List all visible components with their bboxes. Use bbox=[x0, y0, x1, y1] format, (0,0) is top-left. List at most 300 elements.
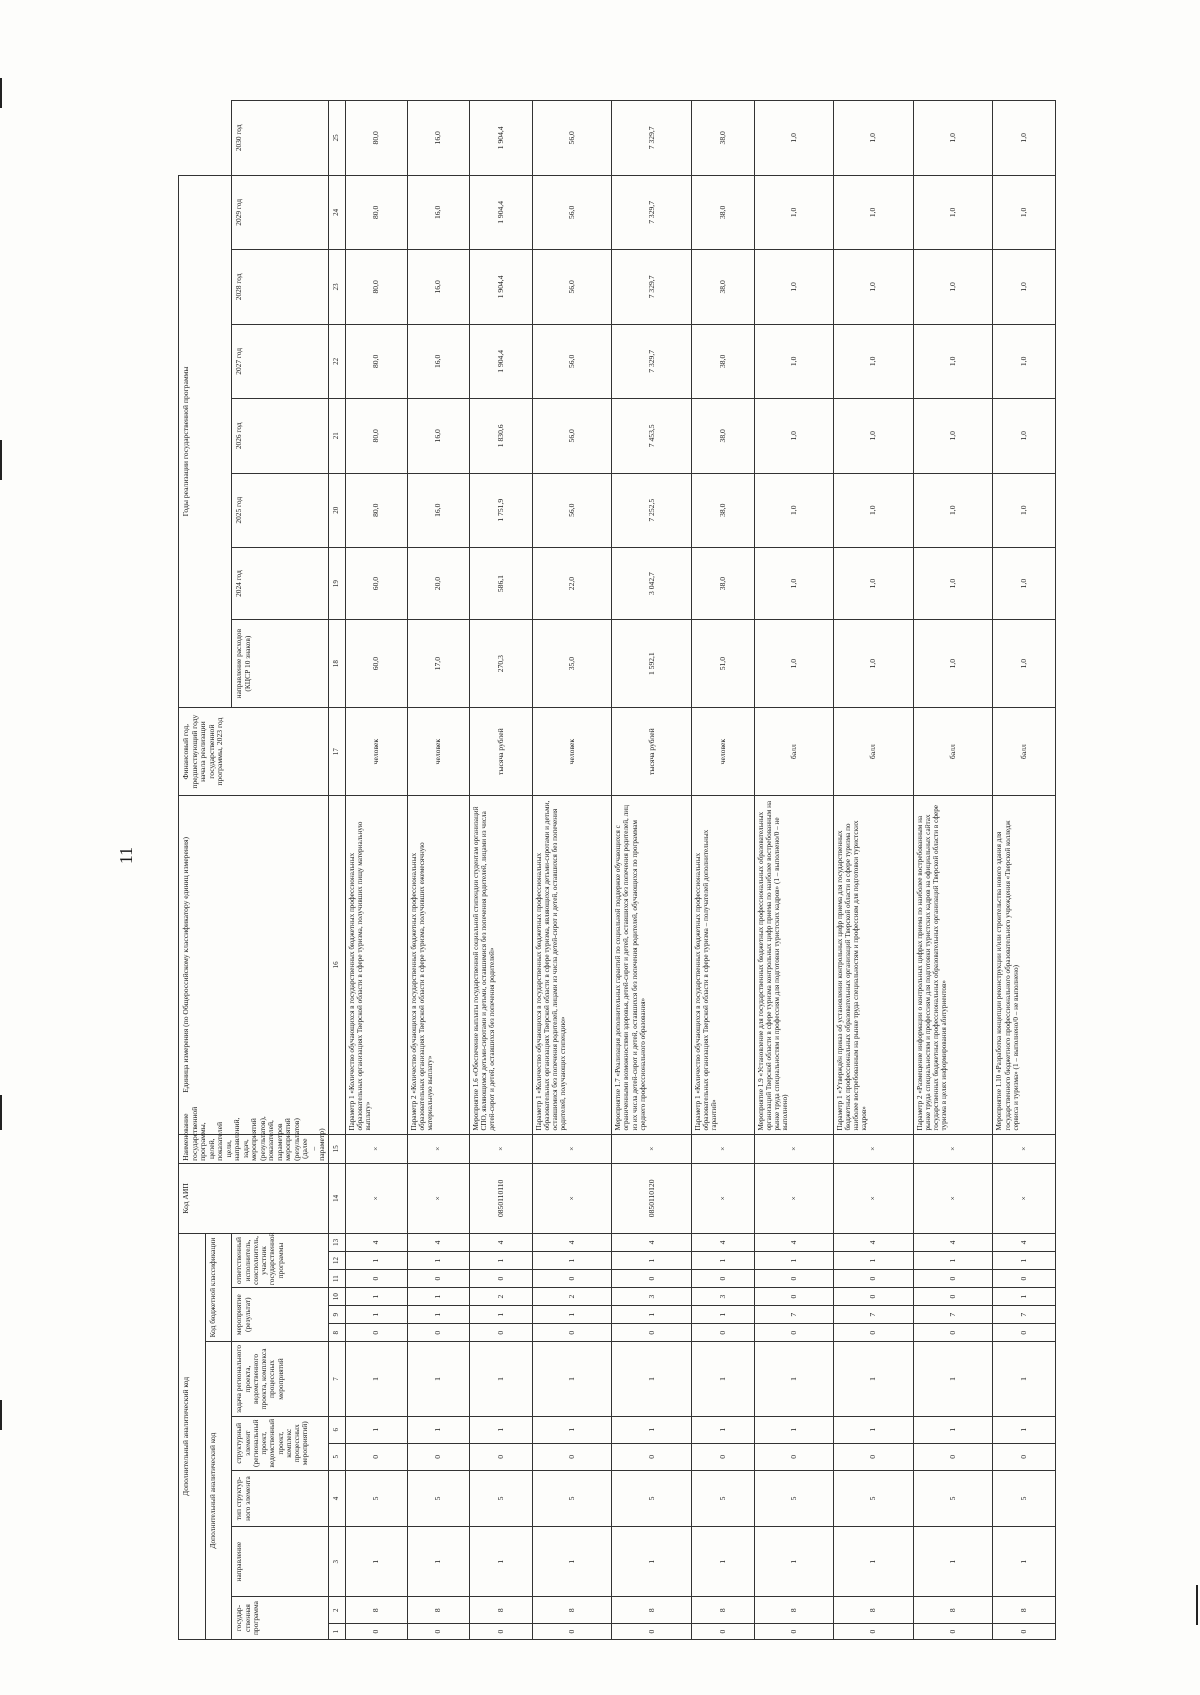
code-cell: 7 bbox=[913, 1306, 993, 1324]
aip-code-header: Код АИП bbox=[179, 1163, 329, 1233]
code-cell: 0 bbox=[834, 1270, 914, 1288]
year-value-cell: 1,0 bbox=[913, 250, 993, 324]
column-number: 20 bbox=[328, 473, 345, 547]
year-value-cell: 16,0 bbox=[407, 399, 469, 473]
year-value-cell: 1,0 bbox=[834, 473, 914, 547]
code-cell: 7 bbox=[834, 1306, 914, 1324]
budget-code-header: Код бюджетной классификации bbox=[205, 1233, 232, 1341]
code-cell: 4 bbox=[834, 1233, 914, 1251]
column-number: 15 bbox=[328, 1134, 345, 1163]
unit-header: Единица измерения (по Общероссийскому классификатору единиц измерения) bbox=[179, 796, 329, 1134]
code-cell: × bbox=[692, 1134, 754, 1163]
description-cell: Параметр 1 «Количество обучающихся в государственных бюджетных профессиональных образовательных организациях Тверской области в сфере туризма – получателей дополнительных гарантий» bbox=[692, 796, 754, 1134]
year-2027-header: 2027 год bbox=[232, 324, 328, 398]
napravlenie-raskhodov-header: направление расходов (КЦСР 10 знаков) bbox=[232, 620, 328, 708]
column-number: 21 bbox=[328, 399, 345, 473]
program-table bbox=[178, 100, 1056, 1640]
code-cell: 1 bbox=[532, 1416, 612, 1443]
year-value-cell: 80,0 bbox=[345, 175, 407, 250]
table-row bbox=[470, 101, 532, 1640]
year-value-cell: 586,1 bbox=[470, 547, 532, 619]
base-year-cell: 60,0 bbox=[345, 620, 407, 708]
code-cell: 0 bbox=[993, 1324, 1056, 1342]
code-cell: 1 bbox=[834, 1416, 914, 1443]
code-cell: 1 bbox=[470, 1416, 532, 1443]
description-cell: Параметр 1 «Количество обучающихся в государственных бюджетных профессиональных образовательных организациях Тверской области в сфере туризма, являющихся детьми-сиротами и детьми, оставшимися без попечения родителей, лицами из числа детей-сирот и детей, оставшихся без попечения родителей, получающих стипендию» bbox=[532, 796, 612, 1134]
year-value-cell: 80,0 bbox=[345, 101, 407, 176]
code-cell: 0 bbox=[913, 1443, 993, 1470]
code-cell: 4 bbox=[754, 1233, 834, 1251]
meropriyatie-header: мероприятие (результат) bbox=[232, 1288, 328, 1342]
code-cell: 0850110120 bbox=[612, 1163, 692, 1233]
code-cell: 2 bbox=[532, 1288, 612, 1306]
code-cell: 5 bbox=[407, 1470, 469, 1526]
code-cell: 1 bbox=[993, 1342, 1056, 1416]
column-number: 14 bbox=[328, 1163, 345, 1233]
unit-cell: человек bbox=[532, 708, 612, 796]
code-cell: × bbox=[834, 1134, 914, 1163]
code-cell: 1 bbox=[612, 1416, 692, 1443]
year-value-cell: 1,0 bbox=[913, 473, 993, 547]
year-value-cell: 7 252,5 bbox=[612, 473, 692, 547]
description-cell: Мероприятие 1.9 «Установление для государственных бюджетных профессиональных образовательных организаций Тверской области в сфере туризма контрольных цифр приема по наиболее востребованным на рынке труда специальностям и профессиям для подготовки туристских кадров» (1 – выполнено/0 – не выполнено) bbox=[754, 796, 834, 1134]
code-cell: 1 bbox=[612, 1306, 692, 1324]
strukturnyy-element-header: структурный элемент (региональный проект, ведомственный проект, комплекс процессных мероприятий) bbox=[232, 1416, 328, 1470]
base-year-header: Финансовый год, предшествующий году начала реализации государственной программы, 2023 год bbox=[179, 708, 329, 796]
year-value-cell: 1,0 bbox=[754, 473, 834, 547]
year-value-cell: 1,0 bbox=[913, 175, 993, 250]
base-year-cell: 1,0 bbox=[754, 620, 834, 708]
code-cell: 0 bbox=[532, 1443, 612, 1470]
column-number: 3 bbox=[328, 1527, 345, 1597]
code-cell: × bbox=[612, 1134, 692, 1163]
table-row bbox=[612, 101, 692, 1640]
code-cell: 0 bbox=[993, 1443, 1056, 1470]
year-value-cell: 56,0 bbox=[532, 175, 612, 250]
year-value-cell: 1,0 bbox=[754, 399, 834, 473]
year-value-cell: 1,0 bbox=[754, 101, 834, 176]
years-group-header: Годы реализации государственной программы bbox=[179, 175, 232, 708]
code-cell: 4 bbox=[532, 1233, 612, 1251]
unit-cell: человек bbox=[407, 708, 469, 796]
code-cell: 8 bbox=[913, 1597, 993, 1624]
code-cell: 0 bbox=[692, 1443, 754, 1470]
code-cell: × bbox=[993, 1163, 1056, 1233]
column-number: 5 bbox=[328, 1443, 345, 1470]
code-cell: 5 bbox=[834, 1470, 914, 1526]
year-value-cell: 38,0 bbox=[692, 399, 754, 473]
code-cell: 0 bbox=[913, 1270, 993, 1288]
unit-cell: человек bbox=[345, 708, 407, 796]
code-cell: 8 bbox=[754, 1597, 834, 1624]
year-value-cell: 1,0 bbox=[993, 101, 1056, 176]
year-value-cell: 1 904,4 bbox=[470, 250, 532, 324]
column-number: 1 bbox=[328, 1624, 345, 1640]
year-2025-header: 2025 год bbox=[232, 473, 328, 547]
code-cell: 1 bbox=[345, 1342, 407, 1416]
column-number: 17 bbox=[328, 708, 345, 796]
year-value-cell: 56,0 bbox=[532, 399, 612, 473]
code-cell: 1 bbox=[407, 1416, 469, 1443]
year-value-cell: 38,0 bbox=[692, 175, 754, 250]
table-row bbox=[692, 101, 754, 1640]
description-cell: Мероприятие 1.7 «Реализация дополнительных гарантий по социальной поддержке обучающихся с ограниченными возможностями здоровья, детей-сирот и детей, оставшихся без попечения родителей, лиц из их числа детей-сирот и детей, оставшихся без попечения родителей, обучающихся по программам среднего профессионального образования» bbox=[612, 796, 692, 1134]
code-cell: 1 bbox=[345, 1288, 407, 1306]
column-number: 22 bbox=[328, 324, 345, 398]
code-cell: 1 bbox=[612, 1252, 692, 1270]
year-value-cell: 38,0 bbox=[692, 547, 754, 619]
code-cell: 0 bbox=[470, 1324, 532, 1342]
code-cell: 7 bbox=[993, 1306, 1056, 1324]
code-cell: 1 bbox=[834, 1252, 914, 1270]
code-cell: × bbox=[407, 1134, 469, 1163]
year-2029-header: 2029 год bbox=[232, 175, 328, 250]
code-cell: 1 bbox=[407, 1527, 469, 1597]
year-value-cell: 56,0 bbox=[532, 250, 612, 324]
year-2028-header: 2028 год bbox=[232, 250, 328, 324]
year-value-cell: 56,0 bbox=[532, 101, 612, 176]
code-cell: 0 bbox=[470, 1624, 532, 1640]
year-value-cell: 1,0 bbox=[993, 175, 1056, 250]
code-cell: 0 bbox=[407, 1443, 469, 1470]
code-cell: × bbox=[692, 1163, 754, 1233]
year-value-cell: 1,0 bbox=[834, 250, 914, 324]
year-value-cell: 1,0 bbox=[993, 250, 1056, 324]
code-cell: 1 bbox=[470, 1342, 532, 1416]
year-value-cell: 20,0 bbox=[407, 547, 469, 619]
code-cell: 8 bbox=[993, 1597, 1056, 1624]
year-value-cell: 1,0 bbox=[834, 175, 914, 250]
code-cell: 1 bbox=[913, 1252, 993, 1270]
unit-cell: тысяча рублей bbox=[470, 708, 532, 796]
rotated-table-frame bbox=[178, 100, 1030, 1640]
code-cell: 0 bbox=[612, 1443, 692, 1470]
code-cell: 1 bbox=[692, 1306, 754, 1324]
code-cell: × bbox=[345, 1163, 407, 1233]
code-cell: 1 bbox=[754, 1252, 834, 1270]
code-cell: 1 bbox=[754, 1527, 834, 1597]
unit-cell: человек bbox=[692, 708, 754, 796]
year-value-cell: 16,0 bbox=[407, 175, 469, 250]
year-value-cell: 56,0 bbox=[532, 324, 612, 398]
code-cell: 7 bbox=[754, 1306, 834, 1324]
code-cell: 0 bbox=[834, 1324, 914, 1342]
code-cell: 0 bbox=[470, 1443, 532, 1470]
code-cell: × bbox=[407, 1163, 469, 1233]
unit-cell: балл bbox=[913, 708, 993, 796]
year-2030-header: 2030 год bbox=[232, 101, 328, 176]
code-cell: 1 bbox=[913, 1527, 993, 1597]
code-cell: 1 bbox=[532, 1527, 612, 1597]
code-cell: 0 bbox=[407, 1270, 469, 1288]
base-year-cell: 1,0 bbox=[834, 620, 914, 708]
code-cell: 1 bbox=[407, 1342, 469, 1416]
year-value-cell: 16,0 bbox=[407, 250, 469, 324]
column-number: 19 bbox=[328, 547, 345, 619]
unit-cell: балл bbox=[754, 708, 834, 796]
code-cell: 1 bbox=[754, 1342, 834, 1416]
code-cell: 1 bbox=[407, 1252, 469, 1270]
code-cell: 1 bbox=[532, 1252, 612, 1270]
code-cell: 1 bbox=[532, 1342, 612, 1416]
table-row bbox=[993, 101, 1056, 1640]
code-cell: 1 bbox=[754, 1416, 834, 1443]
column-number: 8 bbox=[328, 1324, 345, 1342]
code-cell: 5 bbox=[993, 1470, 1056, 1526]
column-number-row bbox=[328, 101, 345, 1640]
page-number: 11 bbox=[116, 846, 137, 865]
code-cell: 8 bbox=[612, 1597, 692, 1624]
description-cell: Параметр 1 «Количество обучающихся в государственных бюджетных профессиональных образовательных организациях Тверской области в сфере туризма, получивших пищу материальную выплату» bbox=[345, 796, 407, 1134]
column-number: 23 bbox=[328, 250, 345, 324]
zadacha-header: задача регионального проекта, ведомственного проекта, комплекса процессных мероприятий bbox=[232, 1342, 328, 1416]
year-value-cell: 1 751,9 bbox=[470, 473, 532, 547]
column-number: 12 bbox=[328, 1252, 345, 1270]
code-cell: 1 bbox=[345, 1306, 407, 1324]
year-value-cell: 1,0 bbox=[754, 250, 834, 324]
code-cell: 4 bbox=[692, 1233, 754, 1251]
code-cell: 1 bbox=[993, 1527, 1056, 1597]
base-year-cell: 1,0 bbox=[913, 620, 993, 708]
code-cell: 0 bbox=[913, 1624, 993, 1640]
year-value-cell: 1,0 bbox=[993, 324, 1056, 398]
code-cell: 1 bbox=[993, 1416, 1056, 1443]
code-cell: 0 bbox=[532, 1270, 612, 1288]
year-value-cell: 60,0 bbox=[345, 547, 407, 619]
year-value-cell: 56,0 bbox=[532, 473, 612, 547]
code-cell: 1 bbox=[345, 1252, 407, 1270]
code-cell: 0 bbox=[532, 1324, 612, 1342]
base-year-cell: 51,0 bbox=[692, 620, 754, 708]
year-value-cell: 1,0 bbox=[754, 547, 834, 619]
year-value-cell: 38,0 bbox=[692, 324, 754, 398]
code-cell: 5 bbox=[692, 1470, 754, 1526]
year-value-cell: 38,0 bbox=[692, 101, 754, 176]
column-number: 24 bbox=[328, 175, 345, 250]
year-value-cell: 1,0 bbox=[913, 399, 993, 473]
code-cell: 0 bbox=[754, 1324, 834, 1342]
code-cell: × bbox=[470, 1134, 532, 1163]
code-cell: 4 bbox=[407, 1233, 469, 1251]
code-cell: 0 bbox=[612, 1624, 692, 1640]
year-value-cell: 1,0 bbox=[834, 547, 914, 619]
column-number: 9 bbox=[328, 1306, 345, 1324]
code-cell: 0 bbox=[834, 1624, 914, 1640]
column-number: 25 bbox=[328, 101, 345, 176]
code-cell: 1 bbox=[470, 1527, 532, 1597]
code-cell: 1 bbox=[692, 1527, 754, 1597]
code-cell: × bbox=[754, 1134, 834, 1163]
code-cell: 8 bbox=[834, 1597, 914, 1624]
description-cell: Параметр 2 «Количество обучающихся в государственных бюджетных профессиональных образовательных организациях Тверской области в сфере туризма, получивших ежемесячную материальную выплату» bbox=[407, 796, 469, 1134]
code-cell: 0 bbox=[345, 1324, 407, 1342]
year-value-cell: 7 329,7 bbox=[612, 101, 692, 176]
code-cell: 0 bbox=[692, 1324, 754, 1342]
code-cell: × bbox=[754, 1163, 834, 1233]
year-value-cell: 1 904,4 bbox=[470, 101, 532, 176]
code-cell: 0 bbox=[532, 1624, 612, 1640]
code-cell: 0 bbox=[470, 1270, 532, 1288]
code-cell: × bbox=[913, 1163, 993, 1233]
year-value-cell: 1,0 bbox=[993, 399, 1056, 473]
table-body bbox=[345, 101, 1055, 1640]
code-cell: 4 bbox=[345, 1233, 407, 1251]
otvetstvennyy-header: ответственный исполнитель, соисполнитель, участник государственной программы bbox=[232, 1233, 328, 1287]
code-cell: 0 bbox=[993, 1270, 1056, 1288]
code-cell: 1 bbox=[612, 1527, 692, 1597]
code-cell: 1 bbox=[532, 1306, 612, 1324]
tip-elementa-header: тип структур-ного элемента bbox=[232, 1470, 328, 1526]
table-row bbox=[532, 101, 612, 1640]
year-value-cell: 80,0 bbox=[345, 473, 407, 547]
code-cell: × bbox=[345, 1134, 407, 1163]
code-cell: 8 bbox=[692, 1597, 754, 1624]
code-cell: 0 bbox=[993, 1624, 1056, 1640]
analytic-subheader: Дополнительный аналитический код bbox=[205, 1342, 232, 1640]
code-cell: 5 bbox=[470, 1470, 532, 1526]
code-cell: 1 bbox=[692, 1252, 754, 1270]
code-cell: × bbox=[532, 1163, 612, 1233]
table-row bbox=[913, 101, 993, 1640]
table-row bbox=[345, 101, 407, 1640]
code-cell: 1 bbox=[913, 1416, 993, 1443]
code-cell: 1 bbox=[913, 1342, 993, 1416]
base-year-cell: 270,3 bbox=[470, 620, 532, 708]
base-year-cell: 1 592,1 bbox=[612, 620, 692, 708]
column-number: 10 bbox=[328, 1288, 345, 1306]
column-number: 4 bbox=[328, 1470, 345, 1526]
code-cell: 1 bbox=[470, 1306, 532, 1324]
name-header: Наименование государственной программы, целей, показателей цели, направлений, задач, мероприятий (результатов), показателей, параметров мероприятий (результатов) (далее – параметр) bbox=[179, 1134, 329, 1163]
code-cell: 8 bbox=[470, 1597, 532, 1624]
code-cell: 0 bbox=[407, 1324, 469, 1342]
year-value-cell: 1,0 bbox=[834, 399, 914, 473]
year-value-cell: 7 329,7 bbox=[612, 175, 692, 250]
year-value-cell: 1 830,6 bbox=[470, 399, 532, 473]
additional-code-header: Дополнительный аналитический код bbox=[179, 1233, 206, 1639]
year-value-cell: 1,0 bbox=[913, 101, 993, 176]
year-value-cell: 1 904,4 bbox=[470, 324, 532, 398]
year-value-cell: 80,0 bbox=[345, 324, 407, 398]
code-cell: 1 bbox=[345, 1416, 407, 1443]
code-cell: 5 bbox=[913, 1470, 993, 1526]
code-cell: 8 bbox=[532, 1597, 612, 1624]
year-value-cell: 1,0 bbox=[993, 547, 1056, 619]
year-value-cell: 1,0 bbox=[913, 547, 993, 619]
code-cell: 0 bbox=[345, 1443, 407, 1470]
table-row bbox=[834, 101, 914, 1640]
code-cell: 8 bbox=[345, 1597, 407, 1624]
code-cell: 0 bbox=[345, 1624, 407, 1640]
code-cell: 2 bbox=[470, 1288, 532, 1306]
code-cell: 5 bbox=[754, 1470, 834, 1526]
year-value-cell: 1,0 bbox=[754, 175, 834, 250]
base-year-cell: 35,0 bbox=[532, 620, 612, 708]
code-cell: 0 bbox=[407, 1624, 469, 1640]
code-cell: 4 bbox=[993, 1233, 1056, 1251]
code-cell: 3 bbox=[612, 1288, 692, 1306]
gos-programma-header: государ-ственная программа bbox=[232, 1597, 328, 1640]
code-cell: 1 bbox=[470, 1252, 532, 1270]
code-cell: 4 bbox=[470, 1233, 532, 1251]
column-number: 13 bbox=[328, 1233, 345, 1251]
code-cell: 1 bbox=[345, 1527, 407, 1597]
code-cell: 1 bbox=[692, 1416, 754, 1443]
year-value-cell: 38,0 bbox=[692, 473, 754, 547]
year-value-cell: 1,0 bbox=[913, 324, 993, 398]
description-cell: Параметр 2 «Размещение информации о контрольных цифрах приема по наиболее востребованным на рынке труда специальностям и профессиям для подготовки туристских кадров на официальных сайтах государственных бюджетных профессиональных образовательных организаций Тверской области в сфере туризма в целях информирования абитуриентов» bbox=[913, 796, 993, 1134]
year-value-cell: 3 042,7 bbox=[612, 547, 692, 619]
column-number: 18 bbox=[328, 620, 345, 708]
year-value-cell: 80,0 bbox=[345, 250, 407, 324]
description-cell: Мероприятие 1.10 «Разработка концепции реконструкции и/или строительства нового здания для государственного бюджетного профессионального образовательного учреждения «Тверской колледж сервиса и туризма» (1 – выполнено/0 – не выполнено) bbox=[993, 796, 1056, 1134]
code-cell: 1 bbox=[834, 1342, 914, 1416]
column-number: 11 bbox=[328, 1270, 345, 1288]
code-cell: 1 bbox=[407, 1306, 469, 1324]
table-row bbox=[754, 101, 834, 1640]
code-cell: 0 bbox=[913, 1288, 993, 1306]
code-cell: × bbox=[532, 1134, 612, 1163]
code-cell: 0 bbox=[612, 1270, 692, 1288]
code-cell: 0 bbox=[834, 1443, 914, 1470]
year-value-cell: 22,0 bbox=[532, 547, 612, 619]
unit-cell: балл bbox=[993, 708, 1056, 796]
year-value-cell: 1,0 bbox=[754, 324, 834, 398]
year-value-cell: 38,0 bbox=[692, 250, 754, 324]
code-cell: 5 bbox=[612, 1470, 692, 1526]
year-2026-header: 2026 год bbox=[232, 399, 328, 473]
code-cell: 0 bbox=[345, 1270, 407, 1288]
year-value-cell: 1 904,4 bbox=[470, 175, 532, 250]
code-cell: 3 bbox=[692, 1288, 754, 1306]
year-value-cell: 16,0 bbox=[407, 473, 469, 547]
code-cell: 0 bbox=[754, 1624, 834, 1640]
unit-cell: тысяча рублей bbox=[612, 708, 692, 796]
description-cell: Параметр 1 «Утверждён приказ об установлении контрольных цифр приема для государственных бюджетных профессиональных образовательных организаций Тверской области в сфере туризма по наиболее востребованным на рынке труда специальностям и профессиям для подготовки туристских кадров» bbox=[834, 796, 914, 1134]
base-year-cell: 17,0 bbox=[407, 620, 469, 708]
code-cell: 0 bbox=[913, 1324, 993, 1342]
unit-cell: балл bbox=[834, 708, 914, 796]
year-value-cell: 7 329,7 bbox=[612, 250, 692, 324]
code-cell: 4 bbox=[612, 1233, 692, 1251]
code-cell: 1 bbox=[692, 1342, 754, 1416]
code-cell: × bbox=[993, 1134, 1056, 1163]
code-cell: 0 bbox=[754, 1270, 834, 1288]
table-row bbox=[407, 101, 469, 1640]
code-cell: 1 bbox=[993, 1252, 1056, 1270]
code-cell: 1 bbox=[407, 1288, 469, 1306]
year-value-cell: 7 453,5 bbox=[612, 399, 692, 473]
column-number: 16 bbox=[328, 796, 345, 1134]
code-cell: 5 bbox=[532, 1470, 612, 1526]
year-value-cell: 16,0 bbox=[407, 101, 469, 176]
code-cell: × bbox=[913, 1134, 993, 1163]
year-value-cell: 1,0 bbox=[834, 324, 914, 398]
code-cell: 0850110110 bbox=[470, 1163, 532, 1233]
year-value-cell: 80,0 bbox=[345, 399, 407, 473]
code-cell: 1 bbox=[834, 1527, 914, 1597]
code-cell: 8 bbox=[407, 1597, 469, 1624]
column-number: 2 bbox=[328, 1597, 345, 1624]
year-2024-header: 2024 год bbox=[232, 547, 328, 619]
code-cell: 5 bbox=[345, 1470, 407, 1526]
code-cell: 0 bbox=[754, 1288, 834, 1306]
description-cell: Мероприятие 1.6 «Обеспечение выплаты государственной социальной стипендии студентам организаций СПО, являющимся детьми-сиротами и детьми, оставшимися без попечения родителей, лицами из числа детей-сирот и детей, оставшихся без попечения родителей» bbox=[470, 796, 532, 1134]
code-cell: 0 bbox=[692, 1270, 754, 1288]
code-cell: 0 bbox=[754, 1443, 834, 1470]
column-number: 7 bbox=[328, 1342, 345, 1416]
year-value-cell: 16,0 bbox=[407, 324, 469, 398]
